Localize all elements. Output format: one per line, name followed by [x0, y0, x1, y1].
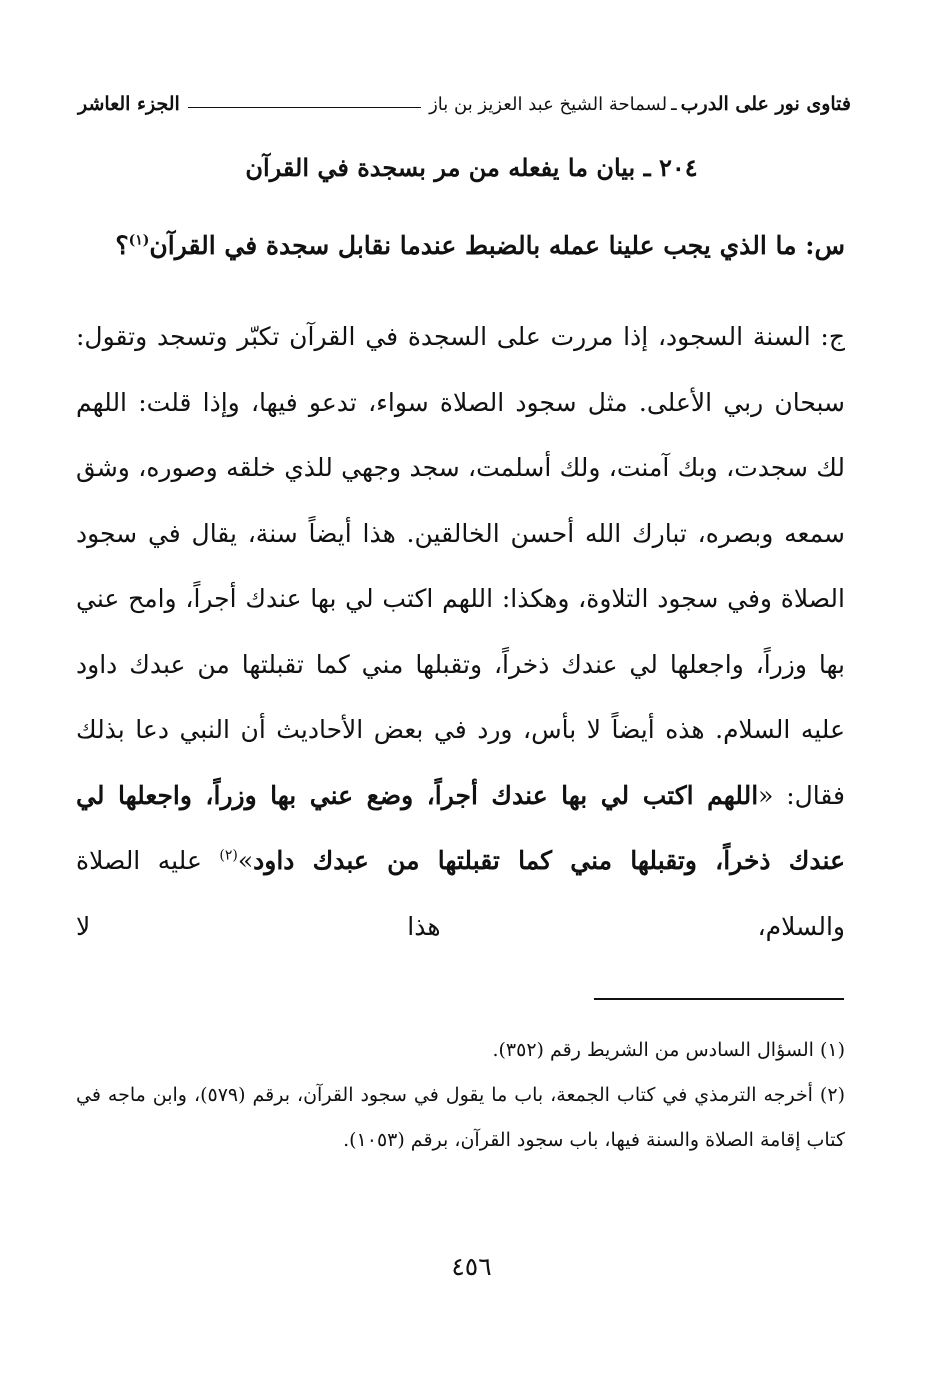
header-rule	[188, 107, 421, 108]
section-title: ٢٠٤ ـ بيان ما يفعله من مر بسجدة في القرآن	[245, 153, 698, 182]
question-text: س: ما الذي يجب علينا عمله بالضبط عندما نقابل سجدة في القرآن	[149, 231, 845, 260]
question	[72, 222, 845, 270]
footnote-ref-2: (٢)	[219, 847, 238, 864]
footnotes	[76, 1028, 845, 1163]
header-volume: الجزء العاشر	[78, 93, 180, 115]
header-author: لسماحة الشيخ عبد العزيز بن باز	[429, 93, 668, 115]
hadith-quote: اللهم اكتب لي بها عندك أجراً، وضع عني بها وزراً، واجعلها لي عندك ذخراً، وتقبلها مني كما تقبلتها من عبدك داود	[76, 780, 845, 875]
question-mark: ؟	[115, 231, 129, 260]
footnote-2: (٢) أخرجه الترمذي في كتاب الجمعة، باب ما يقول في سجود القرآن، برقم (٥٧٩)، وابن ماجه في كتاب إقامة الصلاة والسنة فيها، باب سجود القرآن، برقم (١٠٥٣).	[76, 1084, 845, 1151]
header-series-title: فتاوى نور على الدرب	[680, 93, 851, 115]
running-header	[78, 86, 851, 122]
answer-text: ج: السنة السجود، إذا مررت على السجدة في القرآن تكبّر وتسجد وتقول: سبحان ربي الأعلى. مثل سجود الصلاة سواء، تدعو فيها، وإذا قلت: اللهم لك سجدت، وبك آمنت، ولك أسلمت، سجد وجهي للذي خلقه وصوره، وشق سمعه وبصره، تبارك الله أحسن الخالقين. هذا أيضاً سنة، يقال في سجود الصلاة وفي سجود التلاوة، وهكذا: اللهم اكتب لي بها عندك أجراً، وامح عني بها وزراً، واجعلها لي عندك ذخراً، وتقبلها مني كما تقبلتها من عبدك داود عليه السلام. هذه أيضاً لا بأس، ورد في بعض الأحاديث أن النبي دعا بذلك فقال: «	[76, 322, 845, 810]
footnote-separator	[594, 998, 844, 1000]
answer-text-continued: عليه الصلاة والسلام، هذا لا	[76, 846, 845, 941]
quote-close: »	[237, 846, 254, 875]
page-number: ٤٥٦	[451, 1252, 492, 1281]
footnote-1: (١) السؤال السادس من الشريط رقم (٣٥٢).	[492, 1039, 845, 1061]
answer	[76, 304, 845, 959]
footnote-ref-1: (١)	[128, 232, 150, 249]
header-dash: ـ	[671, 93, 677, 115]
answer-paragraph	[76, 304, 845, 959]
